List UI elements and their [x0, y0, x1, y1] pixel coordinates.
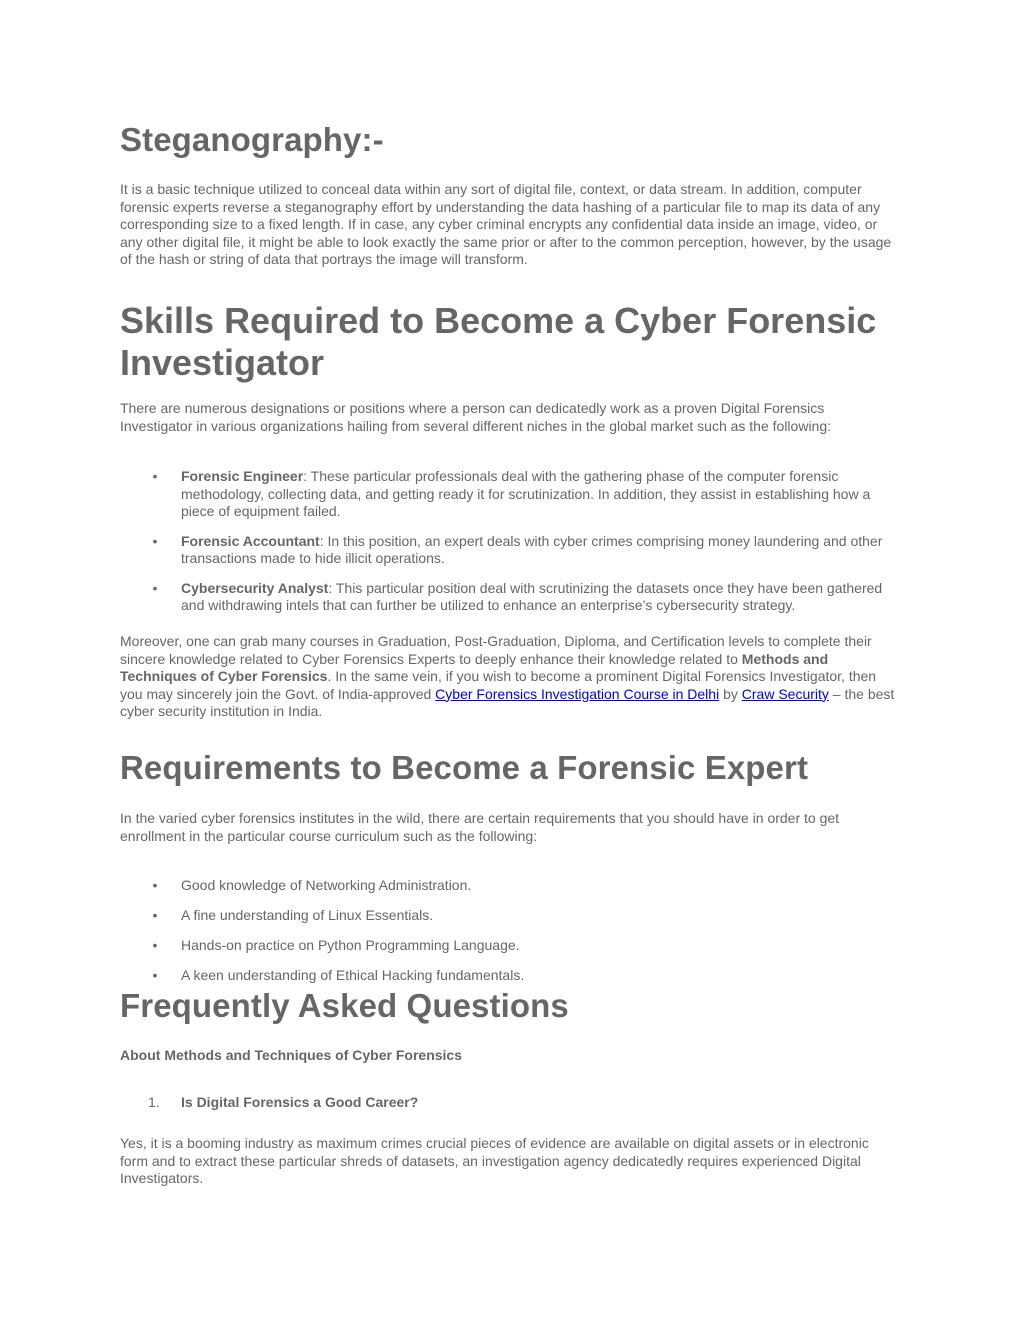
skills-list: [120, 468, 900, 615]
closing-text: – the best cyber security institution in India.: [120, 685, 895, 719]
skill-term: Forensic Engineer: [181, 468, 304, 484]
closing-bold-text: Methods and Techniques of Cyber Forensics: [120, 650, 829, 684]
requirements-intro: In the varied cyber forensics institutes in the wild, there are certain requirements that you should have in order to get enrollment in the particular course curriculum such as the following:: [120, 810, 840, 844]
list-item: [120, 533, 900, 568]
list-item: [120, 580, 900, 615]
faq-question: Is Digital Forensics a Good Career?: [181, 1094, 419, 1110]
course-link[interactable]: Cyber Forensics Investigation Course in Delhi: [435, 685, 720, 702]
requirements-heading: Requirements to Become a Forensic Expert: [120, 749, 809, 786]
faq-heading: Frequently Asked Questions: [120, 987, 569, 1024]
list-item: [120, 967, 900, 985]
requirement-text: Good knowledge of Networking Administration.: [181, 877, 472, 893]
skills-closing-paragraph: [120, 633, 900, 721]
skills-intro: There are numerous designations or positions where a person can dedicatedly work as a proven Digital Forensics Investigator in various organizations hailing from several different niches in the global market such as the following:: [120, 400, 832, 434]
skill-text: : This particular position deal with scrutinizing the datasets once they have been gathered and withdrawing intels that can further be utilized to enhance an enterprise’s cybersecurity strategy.: [181, 579, 883, 613]
list-item: [120, 1094, 900, 1112]
list-item: [120, 877, 900, 895]
bullet-icon: •: [152, 532, 158, 549]
list-item: [120, 937, 900, 955]
requirements-list: [120, 877, 900, 985]
bullet-icon: •: [152, 468, 158, 484]
skill-term: Forensic Accountant: [181, 532, 320, 549]
closing-text: . In the same vein, if you wish to become a prominent Digital Forensics Investigator, then you may sincerely join the Govt. of India-approved: [120, 668, 877, 702]
steganography-paragraph: It is a basic technique utilized to conceal data within any sort of digital file, context, or data stream. In addition, computer forensic experts reverse a steganography effort by understanding the data hashing of a particular file to map its data of any corresponding size to a fixed length. If in case, any cyber criminal encrypts any confidential data inside an image, video, or any other digital file, it might be able to look exactly the same prior or after to the common perception, however, by the usage of the hash or string of data that portrays the image will transform.: [120, 181, 892, 267]
bullet-icon: •: [152, 907, 158, 923]
requirement-text: A keen understanding of Ethical Hacking fundamentals.: [181, 967, 525, 983]
list-item: [120, 468, 900, 521]
faq-subheading: About Methods and Techniques of Cyber Forensics: [120, 1047, 462, 1063]
faq-answer: Yes, it is a booming industry as maximum crimes crucial pieces of evidence are available on digital assets or in electronic form and to extract these particular shreds of datasets, an investigation agency dedicatedly requires experienced Digital Investigators.: [120, 1135, 869, 1186]
steganography-heading: Steganography:-: [120, 121, 384, 158]
skill-text: : In this position, an expert deals with cyber crimes comprising money laundering and other transactions made to hide illicit operations.: [181, 532, 883, 566]
requirement-text: Hands-on practice on Python Programming Language.: [181, 937, 520, 953]
skills-heading: Skills Required to Become a Cyber Forensic Investigator: [120, 300, 877, 383]
bullet-icon: •: [152, 937, 158, 953]
skill-term: Cybersecurity Analyst: [181, 579, 329, 596]
craw-security-link[interactable]: Craw Security: [741, 685, 829, 702]
question-number: 1.: [148, 1094, 160, 1110]
requirement-text: A fine understanding of Linux Essentials.: [181, 907, 434, 923]
faq-question-list: [120, 1094, 900, 1112]
list-item: [120, 907, 900, 925]
bullet-icon: •: [152, 579, 158, 596]
bullet-icon: •: [152, 967, 158, 983]
closing-text: by: [719, 685, 742, 702]
skill-text: : These particular professionals deal with the gathering phase of the computer forensic methodology, collecting data, and getting ready it for scrutinization. In addition, they assist in establishing how a piece of equipment failed.: [181, 468, 871, 519]
closing-text: Moreover, one can grab many courses in Graduation, Post-Graduation, Diploma, and Certification levels to complete their sincere knowledge related to Cyber Forensics Experts to deeply enhance their knowledge related to: [120, 633, 872, 667]
bullet-icon: •: [152, 877, 158, 893]
